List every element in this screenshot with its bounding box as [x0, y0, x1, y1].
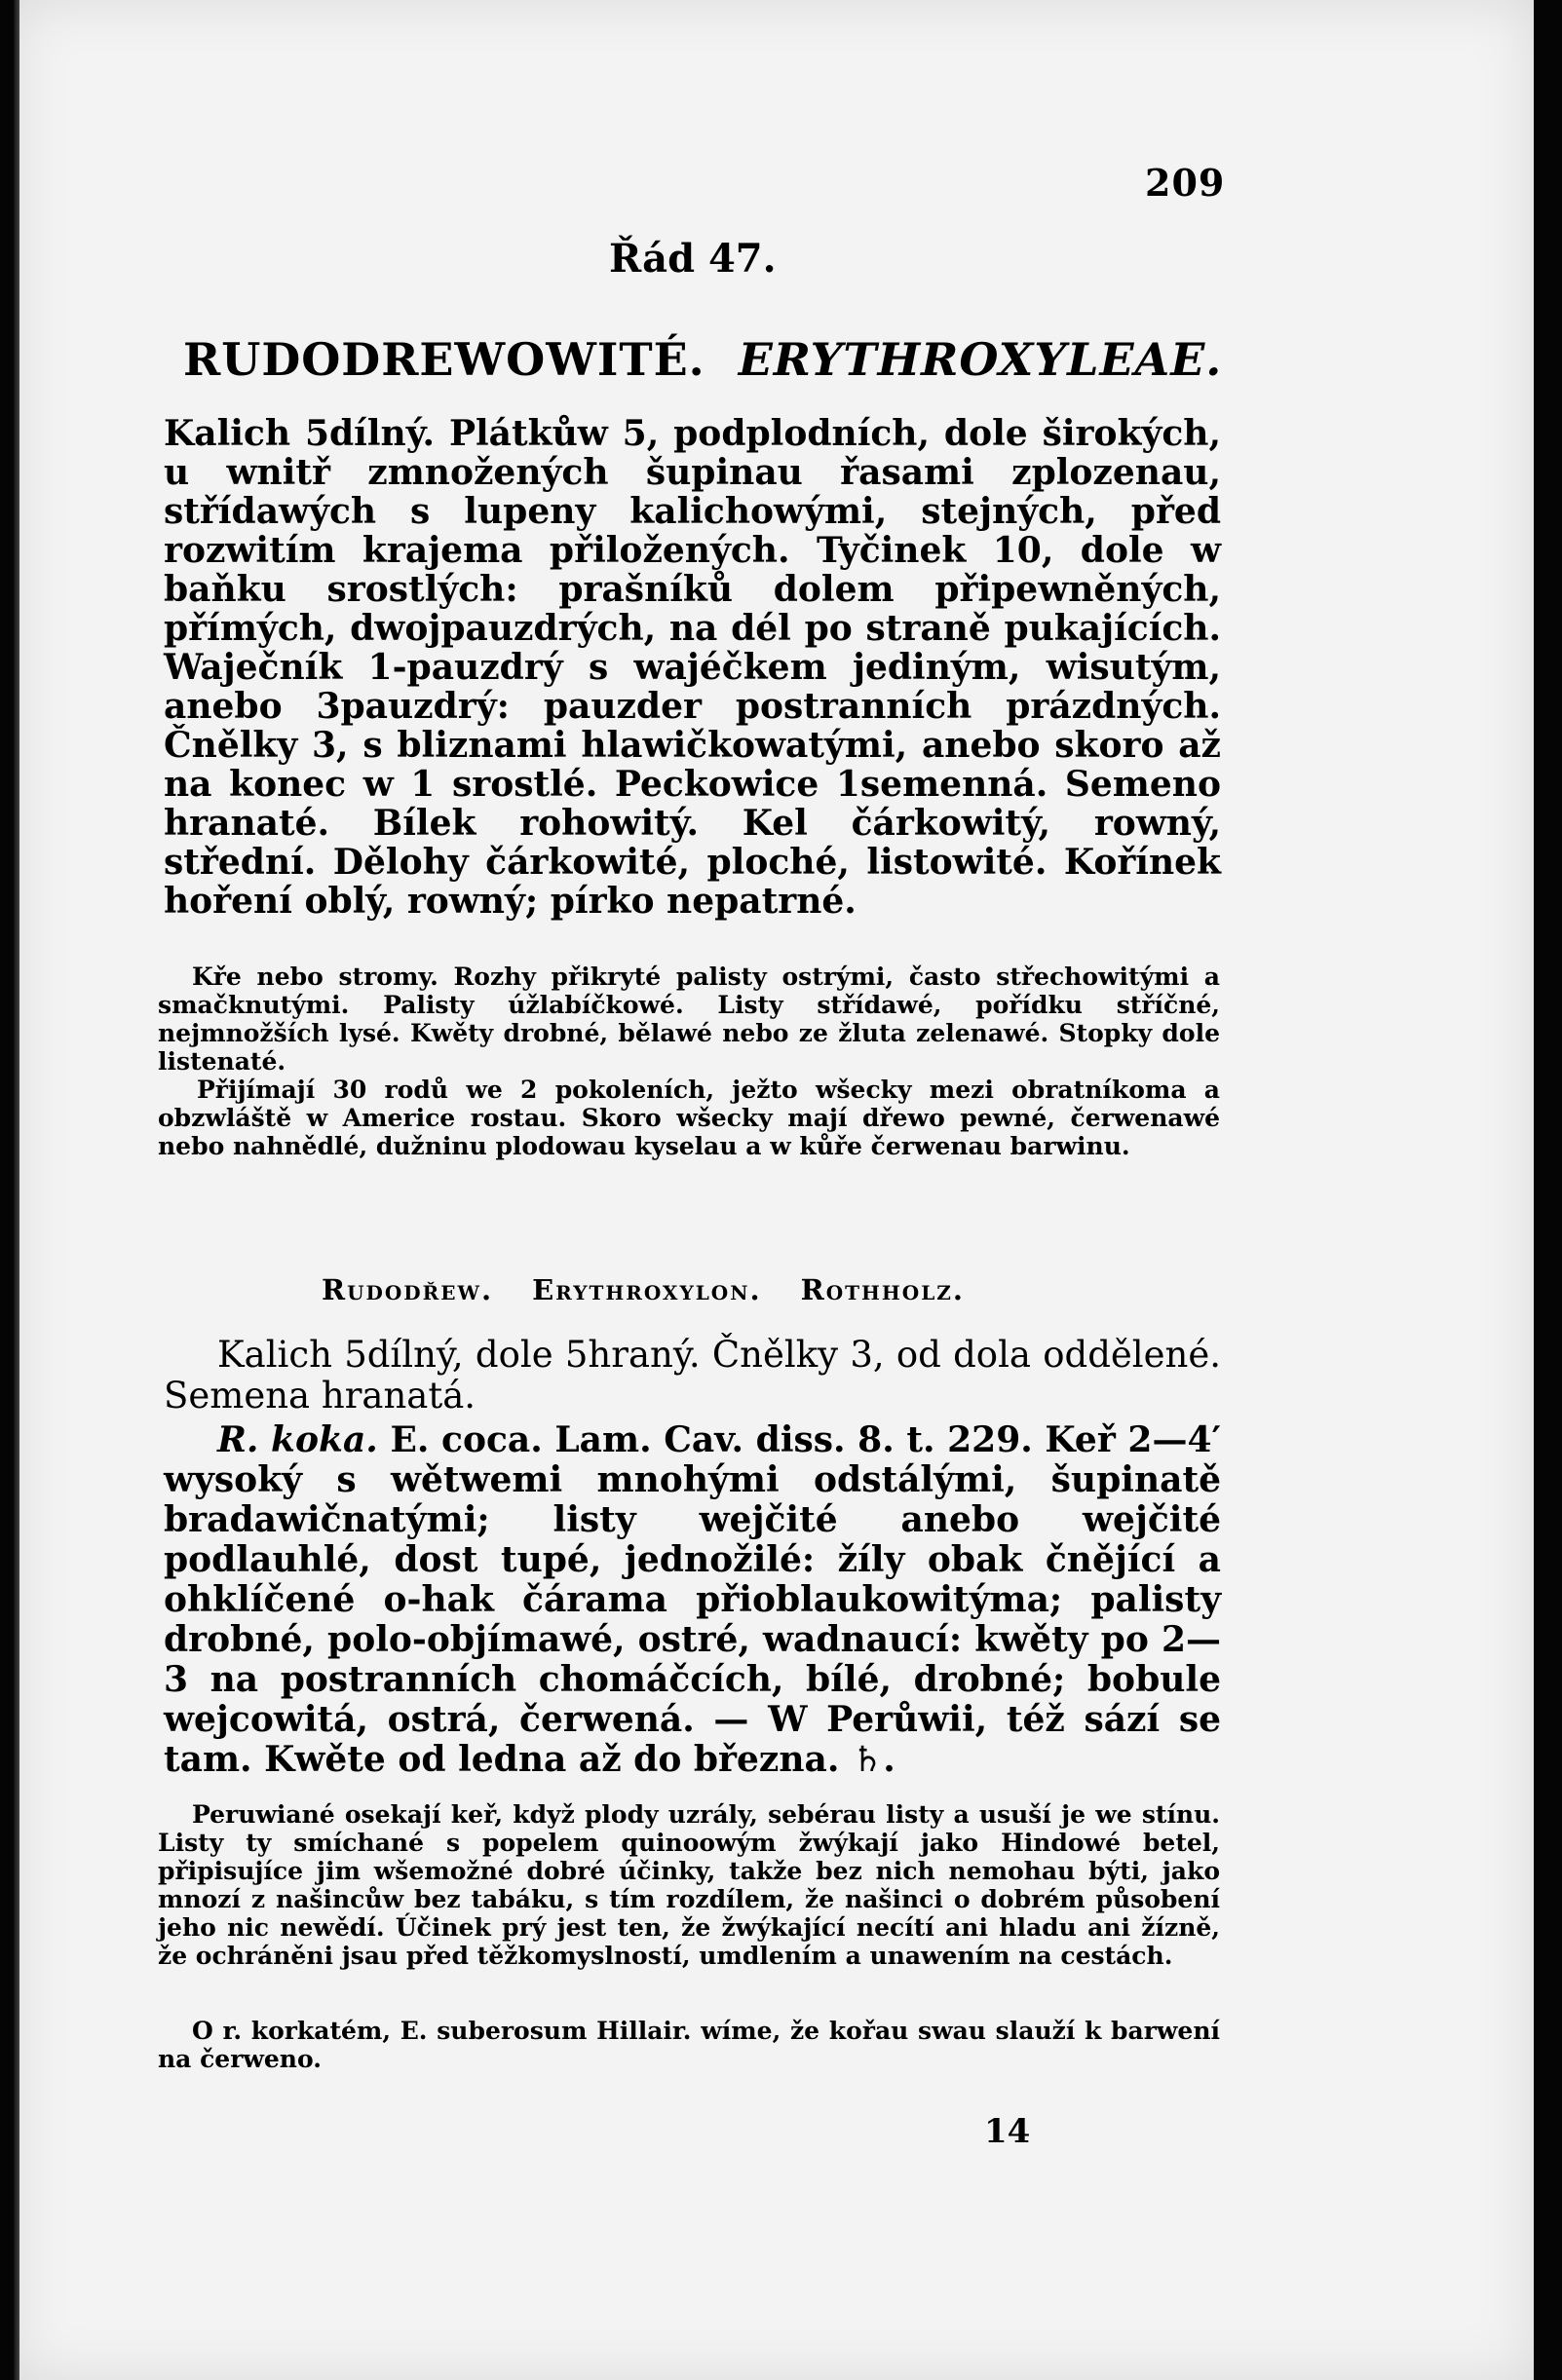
page-edge-shadow — [14, 0, 19, 2380]
genus-czech-name: Rudodřew. — [322, 1273, 494, 1306]
family-note-habit: Kře nebo stromy. Rozhy přikryté palisty ostrými, často střechowitými a smačknutými. Palisty úžlabíčkowé. Listy střídawé, pořídku stříčné, nejmnožších lysé. Kwěty drobné, bělawé nebo ze žluta zelenawé. Stopky dole listenaté. — [158, 963, 1220, 1076]
genus-heading — [322, 1273, 1101, 1306]
species-note-korkate-text: O r. korkatém, E. suberosum Hillair. wíme, že kořau swau slauží k barwení na čerweno. — [158, 2017, 1220, 2073]
printer-signature-mark: 14 — [984, 2112, 1031, 2151]
species-note-usage-text: Peruwiané osekají keř, když plody uzrály, sebérau listy a usuší je we stínu. Listy ty smíchané s popelem quinoowým žwýkají jako Hindowé betel, připisujíce jim wšemožné dobré účinky, takže bez nich nemohau býti, jako mnozí z našincůw bez tabáku, s tím rozdílem, že našinci o dobrém působení jeho nic newědí. Účinek prý jest ten, že žwýkající necítí ani hladu ani žízně, že ochráněni jsau před těžkomyslností, umdlením a unawením na cestách. — [158, 1800, 1220, 1970]
genus-description — [164, 1335, 1221, 1417]
genus-description-text: Kalich 5dílný, dole 5hraný. Čnělky 3, od dola oddělené. Semena hranatá. — [164, 1334, 1221, 1417]
family-heading — [183, 333, 1223, 386]
family-description: Kalich 5dílný. Plátkůw 5, podplodních, dole širokých, u wnitř zmnožených šupinau řasami zplozenau, střídawých s lupeny kalichowými, stejných, před rozwitím krajema přiložených. Tyčinek 10, dole w baňku srostlých: prašníků dolem připewněných, přímých, dwojpauzdrých, na dél po straně pukajících. Waječník 1-pauzdrý s wajéčkem jediným, wisutým, anebo 3pauzdrý: pauzder postranních prázdných. Čnělky 3, s bliznami hlawičkowatými, anebo skoro až na konec w 1 srostlé. Peckowice 1semenná. Semeno hranaté. Bílek rohowitý. Kel čárkowitý, rowný, střední. Dělohy čárkowité, ploché, listowité. Kořínek hoření oblý, rowný; pírko nepatrné. — [164, 413, 1221, 922]
page-number: 209 — [1145, 161, 1226, 205]
species-note-korkate — [158, 2017, 1220, 2073]
order-heading: Řád 47. — [609, 236, 777, 282]
family-notes — [158, 963, 1220, 1160]
genus-german-name: Rothholz. — [800, 1273, 965, 1306]
species-name: R. koka. — [217, 1419, 378, 1460]
species-description: E. coca. Lam. Cav. diss. 8. t. 229. Keř 2—4′ wysoký s wětwemi mnohými odstálými, šupinatě bradawičnatými; listy wejčité anebo wejčité podlauhlé, dost tupé, jednožilé: žíly obak čnějící a ohklíčené o-hak čárama přioblaukowitýma; palisty drobné, polo-objímawé, ostré, wadnaucí: kwěty po 2—3 na postranních chomáčcích, bílé, drobné; bobule wejcowitá, ostrá, čerwená. — W Perůwii, též sází se tam. Kwěte od ledna až do března. ♄. — [164, 1419, 1221, 1780]
species-entry — [164, 1420, 1221, 1780]
family-czech-name: RUDODREWOWITÉ. — [183, 333, 705, 386]
species-note-usage — [158, 1800, 1220, 1970]
family-note-distribution: Přijímají 30 rodů we 2 pokoleních, ježto wšecky mezi obratníkoma a obzwláště w Americe rostau. Skoro wšecky mají dřewo pewné, čerwenawé nebo nahnědlé, dužninu plodowau kyselau a w kůře čerwenau barwinu. — [158, 1076, 1220, 1160]
family-latin-name: ERYTHROXYLEAE. — [738, 333, 1223, 386]
genus-latin-name: Erythroxylon. — [532, 1273, 762, 1306]
